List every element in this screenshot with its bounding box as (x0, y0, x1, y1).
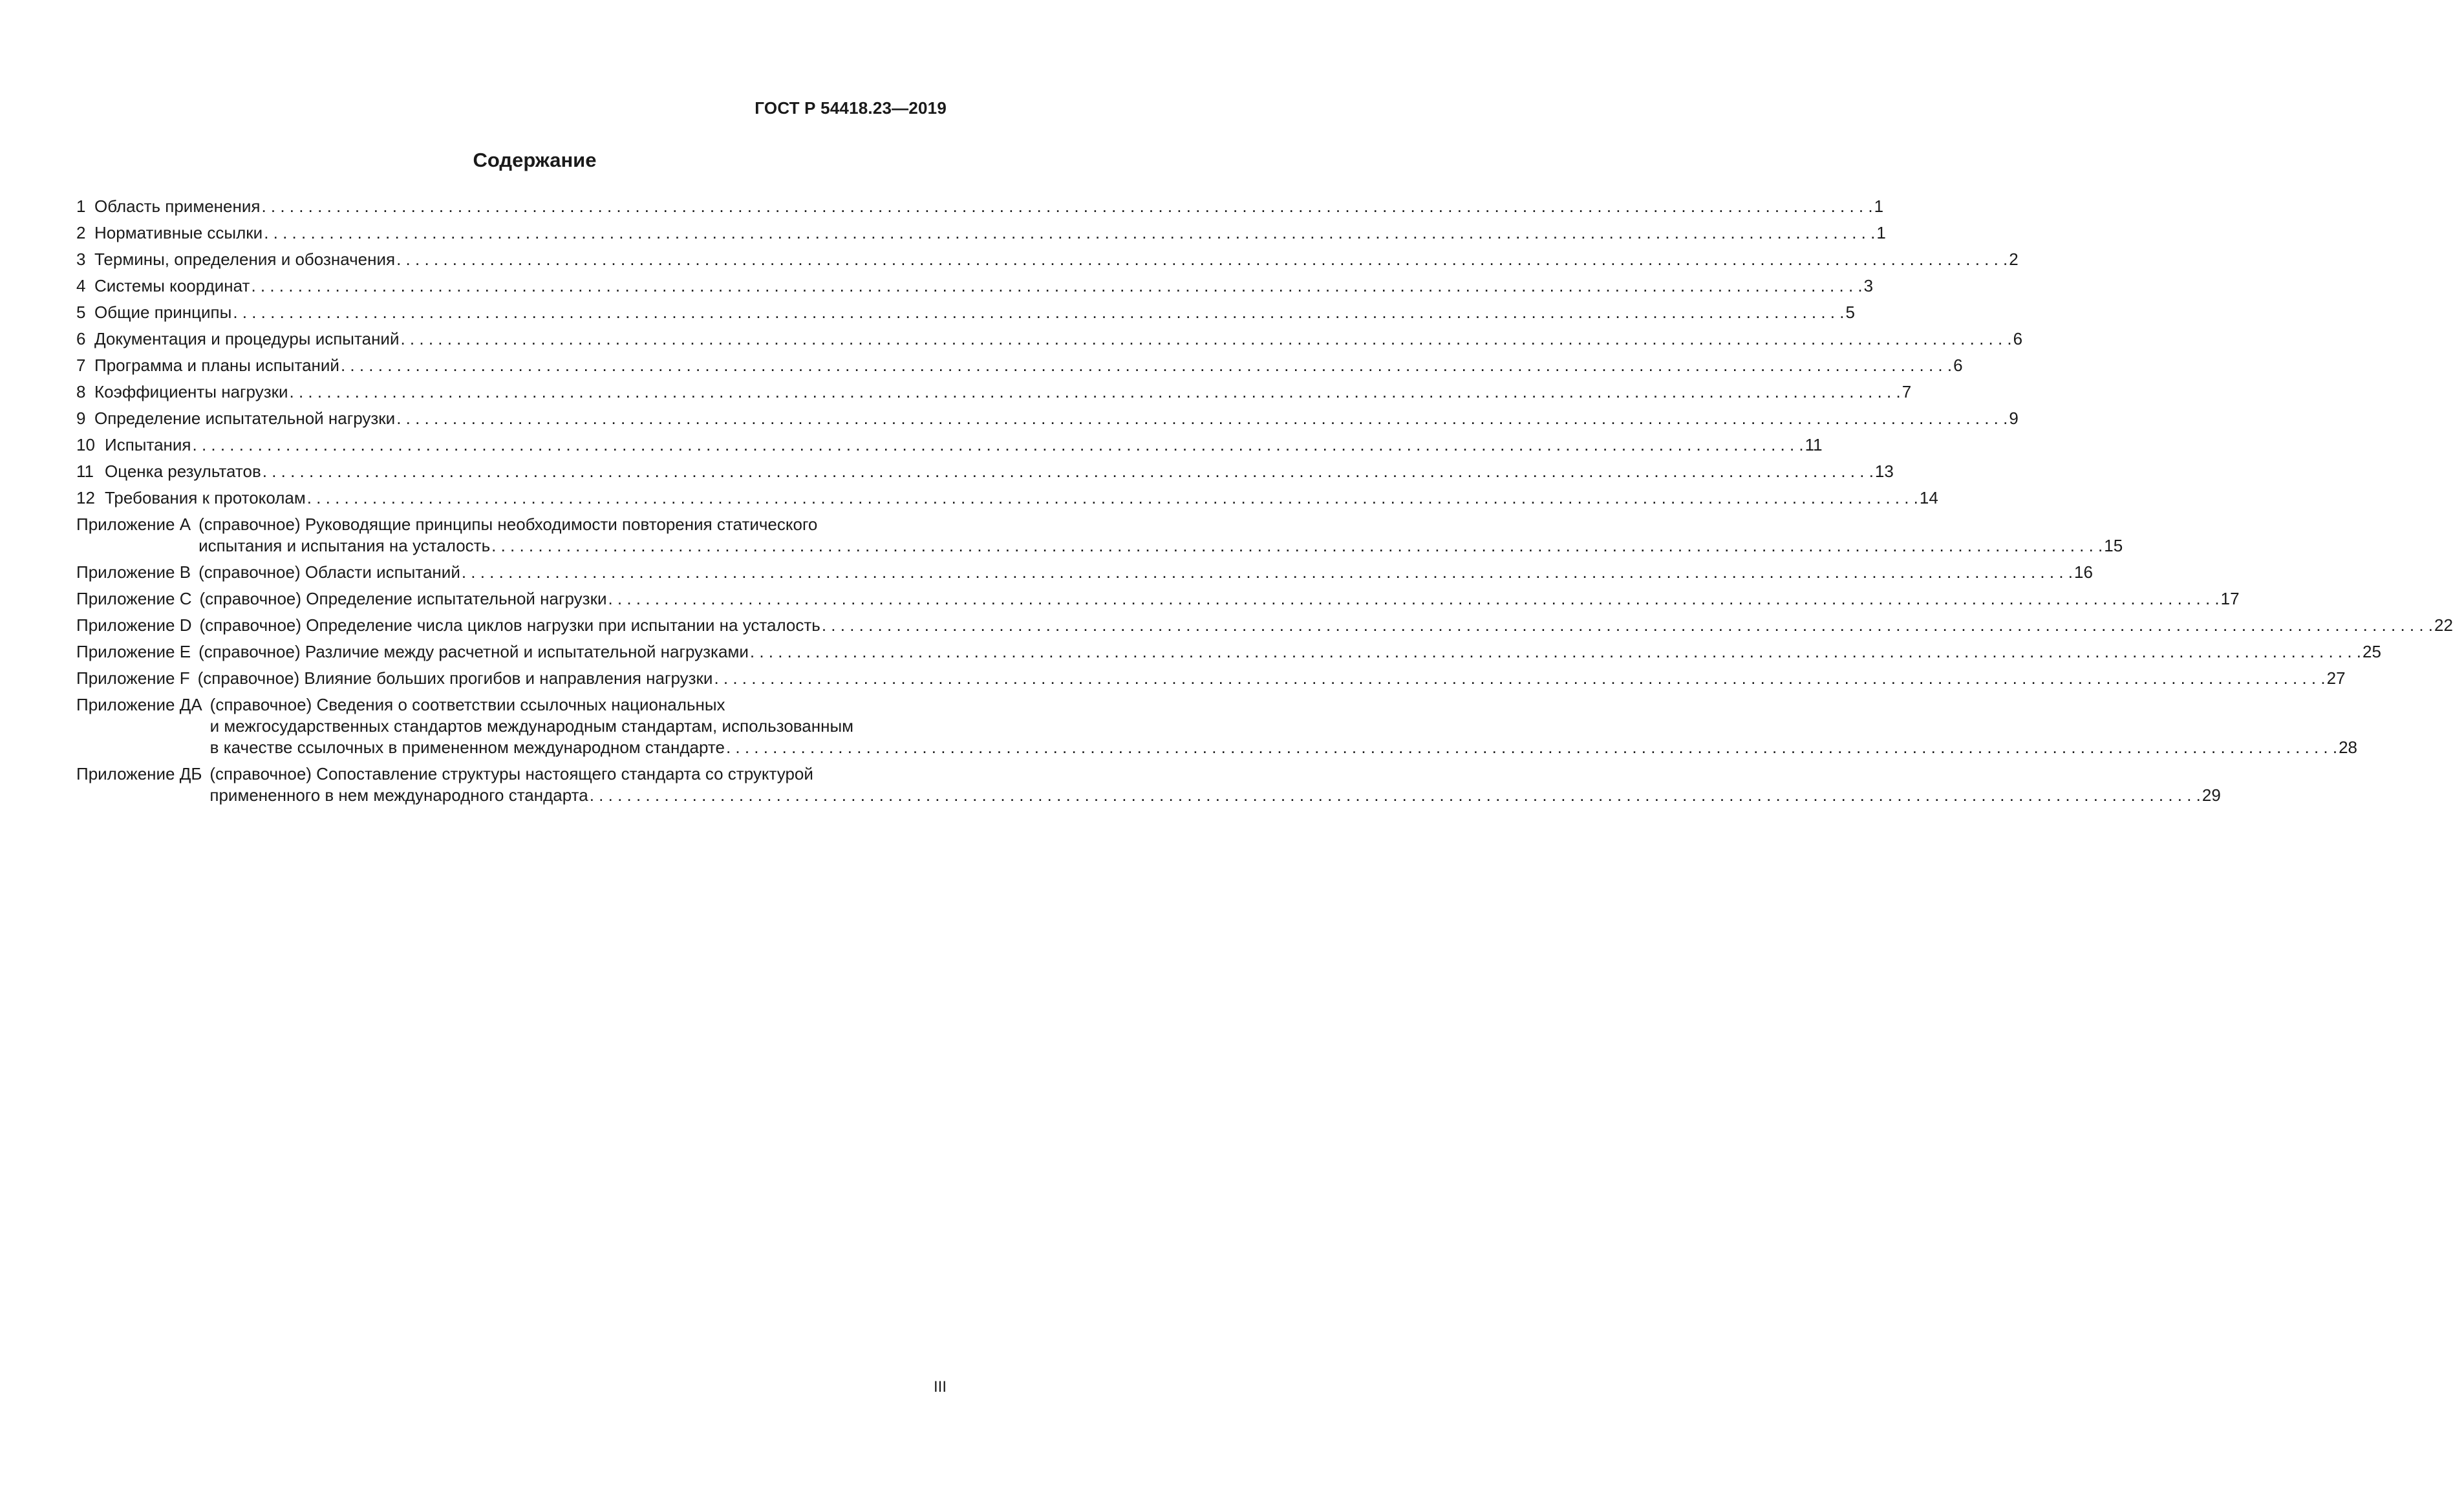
dot-leader (396, 249, 2008, 270)
toc-entry-page: 11 (1805, 435, 1823, 454)
toc-entry-page: 28 (2339, 738, 2358, 757)
appendix-title-line: и межгосударственных стандартов международным стандартам, использованным (209, 716, 854, 736)
toc-entry-page: 14 (1919, 488, 1938, 507)
toc-entry[interactable] (76, 408, 2019, 429)
toc-entry-page: 13 (1874, 462, 1894, 481)
appendix-label: Приложение Е (76, 642, 191, 661)
toc-entry-number: 9 (76, 409, 86, 428)
toc-entry-number: 12 (76, 488, 95, 507)
dot-leader (608, 588, 2219, 610)
document-code: ГОСТ Р 54418.23—2019 (755, 98, 947, 118)
toc-entry[interactable] (76, 275, 1874, 297)
toc-entry-title: Программа и планы испытаний (94, 356, 339, 375)
appendix-title-line: примененного в нем международного стандарта (209, 785, 588, 805)
dot-leader (396, 408, 2008, 429)
toc-entry-number: 8 (76, 382, 86, 401)
table-of-contents (76, 196, 2453, 811)
toc-appendix-entry[interactable] (76, 763, 2221, 806)
toc-appendix-entry[interactable] (76, 668, 2346, 689)
toc-entry-title: Коэффициенты нагрузки (94, 382, 288, 401)
toc-entry[interactable] (76, 487, 1938, 509)
dot-leader (262, 461, 1874, 482)
toc-entry-page: 7 (1901, 382, 1912, 401)
toc-entry-page: 25 (2362, 642, 2381, 661)
toc-entry-page: 9 (2009, 409, 2019, 428)
dot-leader (233, 302, 1844, 323)
toc-appendix-entry[interactable] (76, 615, 2453, 636)
toc-entry-page: 5 (1845, 303, 1855, 322)
toc-entry-number: 11 (76, 462, 94, 481)
toc-appendix-entry[interactable] (76, 588, 2240, 610)
dot-leader (193, 434, 1804, 456)
toc-entry-title: Определение испытательной нагрузки (94, 409, 396, 428)
toc-entry[interactable] (76, 355, 1963, 376)
toc-entry[interactable] (76, 222, 1886, 244)
dot-leader (491, 535, 2103, 557)
toc-entry-page: 17 (2220, 589, 2240, 608)
dot-leader (400, 328, 2011, 350)
appendix-label: Приложение F (76, 668, 190, 688)
dot-leader (750, 641, 2361, 663)
dot-leader (251, 275, 1862, 297)
appendix-label: Приложение D (76, 615, 192, 635)
dot-leader (307, 487, 1918, 509)
page-number: III (933, 1378, 947, 1396)
dot-leader (290, 381, 1901, 403)
toc-entry-page: 2 (2009, 250, 2019, 269)
toc-entry-number: 10 (76, 435, 95, 454)
toc-entry-number: 4 (76, 276, 86, 295)
toc-entry[interactable] (76, 381, 1912, 403)
appendix-title-line: (справочное) Области испытаний (198, 562, 460, 582)
toc-entry-title: Испытания (105, 435, 191, 454)
toc-entry-number: 2 (76, 223, 86, 242)
appendix-title-line: (справочное) Руководящие принципы необходимости повторения статического (198, 515, 818, 534)
dot-leader (264, 222, 1875, 244)
appendix-label: Приложение В (76, 562, 191, 582)
appendix-label: Приложение ДБ (76, 764, 202, 783)
dot-leader (822, 615, 2433, 636)
appendix-label: Приложение А (76, 515, 191, 534)
appendix-title-line: (справочное) Влияние больших прогибов и направления нагрузки (197, 668, 713, 688)
toc-appendix-entry[interactable] (76, 694, 2358, 758)
dot-leader (590, 785, 2201, 806)
toc-entry-title: Область применения (94, 197, 261, 216)
toc-entry-page: 6 (1953, 356, 1963, 375)
appendix-title-line: (справочное) Определение числа циклов нагрузки при испытании на усталость (199, 615, 820, 635)
dot-leader (261, 196, 1872, 217)
appendix-label: Приложение ДА (76, 695, 202, 714)
toc-entry-page: 3 (1863, 276, 1874, 295)
toc-entry-number: 3 (76, 250, 86, 269)
toc-entry-title: Общие принципы (94, 303, 232, 322)
toc-entry-page: 6 (2013, 329, 2023, 348)
toc-entry-number: 1 (76, 197, 86, 216)
appendix-title-line: испытания и испытания на усталость (198, 536, 491, 555)
toc-entry[interactable] (76, 302, 1855, 323)
appendix-title-line: (справочное) Определение испытательной нагрузки (199, 589, 607, 608)
toc-entry-page: 16 (2074, 562, 2093, 582)
toc-entry-number: 6 (76, 329, 86, 348)
toc-appendix-entry[interactable] (76, 562, 2093, 583)
toc-entry-number: 7 (76, 356, 86, 375)
toc-entry[interactable] (76, 461, 1894, 482)
appendix-label: Приложение С (76, 589, 192, 608)
toc-entry-page: 22 (2434, 615, 2453, 635)
toc-entry-number: 5 (76, 303, 86, 322)
appendix-title-line: (справочное) Сведения о соответствии ссылочных национальных (209, 695, 725, 714)
dot-leader (341, 355, 1952, 376)
toc-entry-page: 1 (1874, 197, 1884, 216)
appendix-title-line: в качестве ссылочных в примененном международном стандарте (209, 738, 725, 757)
toc-entry-title: Нормативные ссылки (94, 223, 263, 242)
toc-entry-page: 27 (2326, 668, 2346, 688)
dot-leader (714, 668, 2325, 689)
toc-entry-title: Термины, определения и обозначения (94, 250, 396, 269)
toc-entry[interactable] (76, 434, 1823, 456)
appendix-title-line: (справочное) Различие между расчетной и испытательной нагрузками (198, 642, 749, 661)
toc-entry-title: Документация и процедуры испытаний (94, 329, 400, 348)
toc-appendix-entry[interactable] (76, 514, 2123, 557)
toc-entry[interactable] (76, 328, 2023, 350)
dot-leader (462, 562, 2073, 583)
toc-title: Содержание (473, 149, 597, 171)
appendix-title-line: (справочное) Сопоставление структуры настоящего стандарта со структурой (209, 764, 813, 783)
toc-entry[interactable] (76, 196, 1884, 217)
toc-appendix-entry[interactable] (76, 641, 2381, 663)
dot-leader (726, 737, 2337, 758)
toc-entry-title: Требования к протоколам (105, 488, 306, 507)
toc-entry-page: 1 (1876, 223, 1886, 242)
toc-entry-page: 29 (2201, 785, 2221, 805)
toc-entry-title: Системы координат (94, 276, 250, 295)
toc-entry-title: Оценка результатов (105, 462, 261, 481)
toc-entry[interactable] (76, 249, 2019, 270)
toc-entry-page: 15 (2104, 536, 2123, 555)
